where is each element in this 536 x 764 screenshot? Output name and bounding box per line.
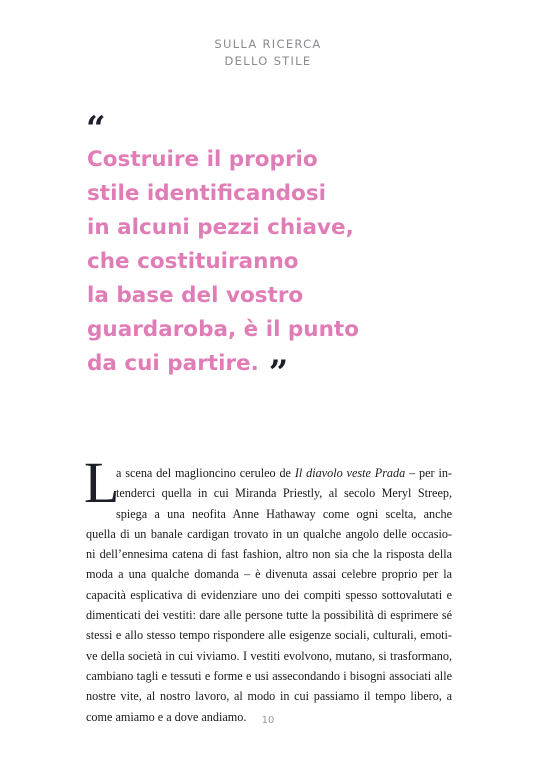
- pull-quote-line: Costruire il proprio: [87, 147, 318, 172]
- close-quote-mark: ”: [268, 353, 289, 393]
- body-line: stessi e allo stesso tempo rispondere alle esigenze sociali, culturali, emoti-: [86, 628, 452, 643]
- body-line: ve della società in cui viviamo. I vestiti evolvono, mutano, si trasformano,: [86, 648, 452, 663]
- running-header: [0, 36, 536, 70]
- pull-quote-line: guardaroba, è il punto: [87, 317, 359, 342]
- pull-quote: [87, 143, 417, 393]
- body-line: dimenticati dei vestiti: dare alle persone tutte la possibilità di esprimere sé: [86, 608, 452, 623]
- body-line: spiega a una neofita Anne Hathaway come ogni scelta, anche: [116, 506, 452, 521]
- pull-quote-line: la base del vostro: [87, 283, 304, 308]
- body-line: come amiamo e a dove andiamo.: [86, 709, 247, 724]
- body-line: [86, 463, 452, 483]
- body-line: nostre vite, al nostro lavoro, al modo in cui passiamo il tempo libero, a: [86, 689, 452, 704]
- body-text: a scena del maglioncino ceruleo de: [116, 466, 295, 480]
- body-line: moda a una qualche domanda – è divenuta assai celebre proprio per la: [86, 567, 452, 582]
- pull-quote-line: che costituiranno: [87, 249, 299, 274]
- pull-quote-line: in alcuni pezzi chiave,: [87, 215, 354, 240]
- pull-quote-line: stile identificandosi: [87, 181, 326, 206]
- running-header-line-2: DELLO STILE: [224, 54, 312, 68]
- body-paragraph: [86, 463, 452, 727]
- body-line: ni dell’ennesima catena di fast fashion, altro non sia che la risposta della: [86, 547, 452, 562]
- body-text: – per in-: [405, 466, 452, 480]
- body-line: cambiano tagli e tessuti e forme e usi assecondando i bisogni associati alle: [86, 668, 452, 683]
- open-quote-mark: “: [86, 109, 106, 149]
- pull-quote-line-text: da cui partire.: [87, 351, 259, 376]
- body-line: capacità esplicativa di evidenziare uno dei compiti spesso sottovalutati e: [86, 587, 452, 602]
- film-title: Il diavolo veste Prada: [294, 466, 406, 480]
- page-number: 10: [261, 715, 275, 726]
- pull-quote-line-last: [87, 347, 417, 393]
- running-header-line-1: SULLA RICERCA: [214, 37, 322, 51]
- body-line: quella di un banale cardigan trovato in un qualche angolo delle occasio-: [86, 526, 452, 541]
- drop-cap: L: [84, 450, 120, 515]
- body-line: tenderci quella in cui Miranda Priestly, al secolo Meryl Streep,: [116, 486, 452, 501]
